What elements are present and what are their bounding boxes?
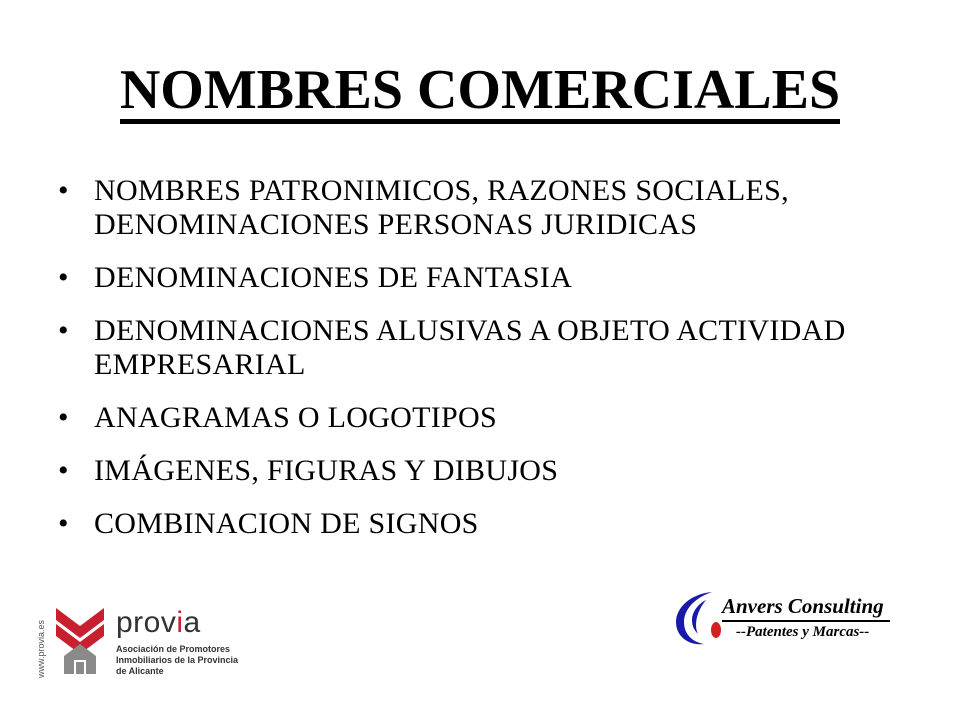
bullet-dot: • [58,454,69,487]
bullet-dot: • [58,314,69,347]
bullet-text: NOMBRES PATRONIMICOS, RAZONES SOCIALES, DENOMINACIONES PERSONAS JURIDICAS [94,174,789,241]
provia-brand-accent: i [176,606,184,639]
bullet-item [58,401,858,435]
bullet-text: COMBINACION DE SIGNOS [94,507,479,540]
anvers-tagline: --Patentes y Marcas-- [736,624,870,640]
provia-logo [36,604,256,682]
provia-brand-suffix: a [183,606,201,639]
bullet-item [58,507,858,541]
provia-url: www.provia.es [36,619,46,678]
bullet-dot: • [58,507,69,540]
provia-desc-line: Inmobiliarios de la Provincia [116,655,239,665]
bullet-text: DENOMINACIONES DE FANTASIA [94,261,573,294]
provia-desc-line: Asociación de Promotores [116,644,231,654]
provia-description [116,644,266,677]
slide-title [0,58,960,124]
bullet-text: DENOMINACIONES ALUSIVAS A OBJETO ACTIVIDAD EMPRESARIAL [94,314,846,381]
provia-brand [116,608,201,638]
bullet-dot: • [58,174,69,207]
slide-title-text: NOMBRES COMERCIALES [120,61,840,124]
bullet-item [58,261,858,295]
bullet-item [58,454,858,488]
bullet-text: IMÁGENES, FIGURAS Y DIBUJOS [94,454,559,487]
anvers-logo [672,590,902,660]
bullet-dot: • [58,261,69,294]
provia-desc-line: de Alicante [116,666,164,676]
house-emblem-icon [50,606,110,676]
provia-brand-prefix: prov [116,606,177,639]
anvers-divider [722,620,890,622]
bullet-item [58,174,858,242]
bullet-dot: • [58,401,69,434]
bullet-item [58,314,858,382]
bullet-text: ANAGRAMAS O LOGOTIPOS [94,401,497,434]
anvers-name: Anvers Consulting [722,594,884,618]
bullet-list [58,174,858,560]
